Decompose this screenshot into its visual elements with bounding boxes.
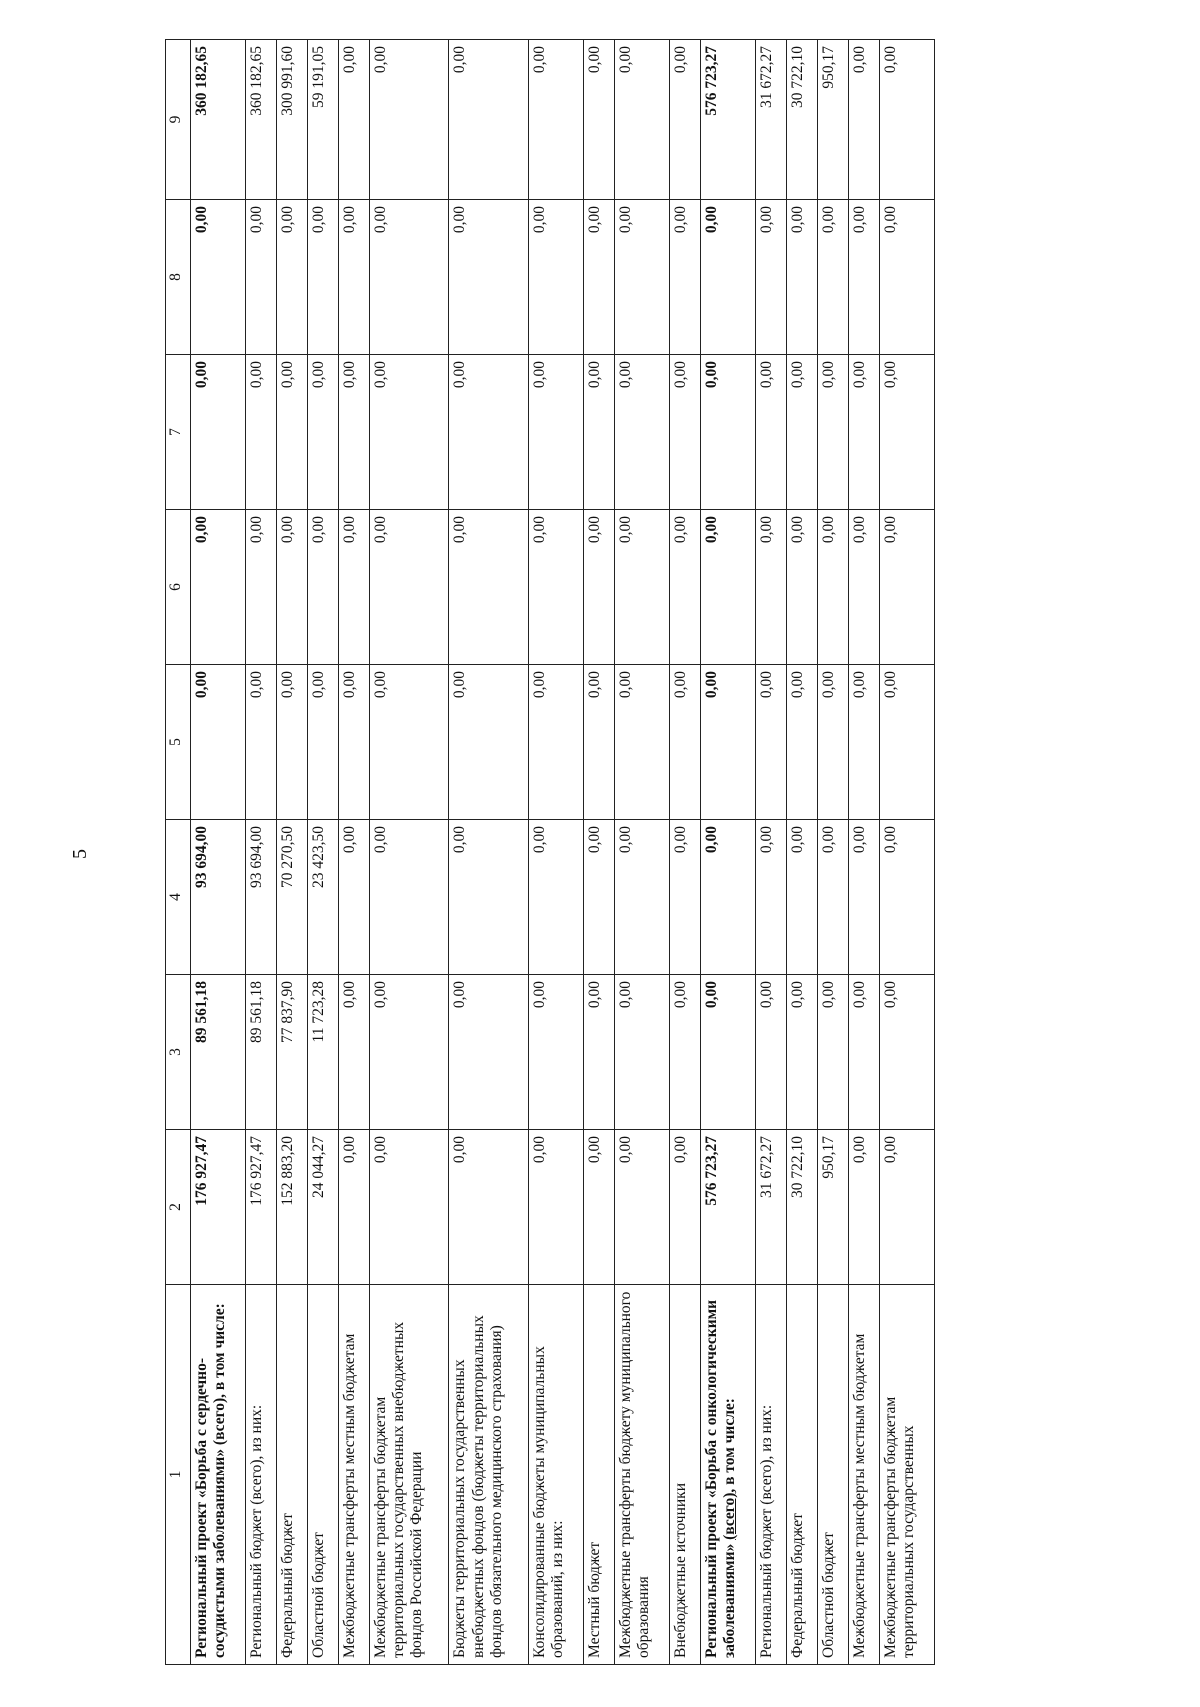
value-cell: 0,00 (369, 975, 448, 1130)
value-cell: 0,00 (369, 40, 448, 200)
table-row (308, 40, 339, 1665)
value-cell: 0,00 (614, 1130, 669, 1285)
value-cell: 70 270,50 (277, 820, 308, 975)
value-cell: 0,00 (700, 665, 755, 820)
value-cell: 176 927,47 (246, 1130, 277, 1285)
value-cell: 0,00 (246, 355, 277, 510)
value-cell: 77 837,90 (277, 975, 308, 1130)
value-cell: 31 672,27 (756, 1130, 787, 1285)
value-cell: 11 723,28 (308, 975, 339, 1130)
value-cell: 30 722,10 (787, 40, 818, 200)
value-cell: 360 182,65 (246, 40, 277, 200)
row-label (308, 1285, 339, 1665)
value-cell: 0,00 (528, 200, 583, 355)
value-cell: 0,00 (369, 665, 448, 820)
row-label (614, 1285, 669, 1665)
row-label (848, 1285, 879, 1665)
value-cell: 0,00 (787, 510, 818, 665)
value-cell: 950,17 (817, 40, 848, 200)
value-cell: 93 694,00 (191, 820, 246, 975)
row-label (787, 1285, 818, 1665)
value-cell: 0,00 (848, 40, 879, 200)
value-cell: 0,00 (787, 200, 818, 355)
table-row (670, 40, 701, 1665)
value-cell: 0,00 (614, 975, 669, 1130)
value-cell: 0,00 (449, 40, 528, 200)
row-label (246, 1285, 277, 1665)
row-label-text: Региональный проект «Борьба с сердечно-сосудистыми заболеваниями» (всего), в том числе: (193, 1303, 229, 1658)
row-label-text: (всего) (721, 1492, 739, 1540)
row-label (756, 1285, 787, 1665)
row-label-text: Федеральный бюджет (789, 1513, 806, 1658)
value-cell: 0,00 (246, 200, 277, 355)
value-cell: 0,00 (449, 1130, 528, 1285)
value-cell: 23 423,50 (308, 820, 339, 975)
value-cell: 0,00 (528, 665, 583, 820)
row-label (338, 1285, 369, 1665)
value-cell: 0,00 (277, 200, 308, 355)
value-cell: 0,00 (700, 975, 755, 1130)
row-label (449, 1285, 528, 1665)
value-cell: 0,00 (817, 510, 848, 665)
value-cell: 0,00 (817, 200, 848, 355)
value-cell: 31 672,27 (756, 40, 787, 200)
value-cell: 0,00 (583, 510, 614, 665)
value-cell: 0,00 (756, 665, 787, 820)
value-cell: 0,00 (756, 975, 787, 1130)
rotated-page-content (165, 40, 935, 1665)
row-label-text: Региональный бюджет (всего), из них: (248, 1404, 266, 1658)
value-cell: 0,00 (369, 510, 448, 665)
value-cell: 0,00 (879, 355, 934, 510)
value-cell: 0,00 (583, 975, 614, 1130)
column-header: 1 (166, 1285, 191, 1665)
row-label (700, 1285, 755, 1665)
table-row (817, 40, 848, 1665)
value-cell: 0,00 (191, 355, 246, 510)
value-cell: 360 182,65 (191, 40, 246, 200)
column-header: 5 (166, 665, 191, 820)
value-cell: 0,00 (879, 820, 934, 975)
value-cell: 0,00 (670, 510, 701, 665)
value-cell: 950,17 (817, 1130, 848, 1285)
value-cell: 0,00 (449, 510, 528, 665)
table-row (583, 40, 614, 1665)
value-cell: 0,00 (879, 1130, 934, 1285)
value-cell: 0,00 (338, 1130, 369, 1285)
row-label (277, 1285, 308, 1665)
table-body (191, 40, 935, 1665)
value-cell: 0,00 (338, 40, 369, 200)
value-cell: 0,00 (700, 510, 755, 665)
value-cell: 0,00 (670, 665, 701, 820)
row-label (191, 1285, 246, 1665)
value-cell: 0,00 (528, 355, 583, 510)
value-cell: 0,00 (614, 200, 669, 355)
header-row (166, 40, 191, 1665)
value-cell: 0,00 (338, 665, 369, 820)
value-cell: 0,00 (583, 665, 614, 820)
value-cell: 300 991,60 (277, 40, 308, 200)
table-row (879, 40, 934, 1665)
table-row (756, 40, 787, 1665)
value-cell: 0,00 (848, 510, 879, 665)
value-cell: 0,00 (338, 510, 369, 665)
value-cell: 0,00 (277, 665, 308, 820)
row-label (817, 1285, 848, 1665)
value-cell: 0,00 (787, 355, 818, 510)
table-row (191, 40, 246, 1665)
value-cell: 0,00 (308, 665, 339, 820)
value-cell: 0,00 (670, 1130, 701, 1285)
table-row (700, 40, 755, 1665)
row-label (583, 1285, 614, 1665)
row-label (369, 1285, 448, 1665)
column-header: 7 (166, 355, 191, 510)
value-cell: 152 883,20 (277, 1130, 308, 1285)
value-cell: 0,00 (191, 665, 246, 820)
value-cell: 576 723,27 (700, 1130, 755, 1285)
value-cell: 0,00 (338, 355, 369, 510)
row-label (670, 1285, 701, 1665)
value-cell: 0,00 (369, 355, 448, 510)
value-cell: 0,00 (756, 200, 787, 355)
value-cell: 0,00 (817, 355, 848, 510)
table-row (528, 40, 583, 1665)
value-cell: 0,00 (670, 40, 701, 200)
table-row (369, 40, 448, 1665)
row-label-text: , в том числе: (721, 1398, 739, 1493)
value-cell: 0,00 (338, 200, 369, 355)
value-cell: 0,00 (528, 975, 583, 1130)
value-cell: 0,00 (449, 200, 528, 355)
value-cell: 0,00 (848, 975, 879, 1130)
budget-table (165, 39, 935, 1665)
value-cell: 0,00 (277, 510, 308, 665)
row-label-text: Межбюджетные трансферты местным бюджетам (850, 1333, 868, 1658)
value-cell: 0,00 (583, 1130, 614, 1285)
column-header: 3 (166, 975, 191, 1130)
value-cell: 0,00 (817, 665, 848, 820)
value-cell: 0,00 (848, 200, 879, 355)
value-cell: 0,00 (700, 355, 755, 510)
value-cell: 0,00 (369, 1130, 448, 1285)
value-cell: 0,00 (338, 820, 369, 975)
value-cell: 0,00 (449, 820, 528, 975)
row-label-text: Бюджеты территориальных государственных внебюджетных фондов (бюджеты территориальных фондов обязательного медицинского страхования) (451, 1315, 505, 1658)
value-cell: 0,00 (670, 820, 701, 975)
value-cell: 0,00 (879, 975, 934, 1130)
value-cell: 0,00 (787, 820, 818, 975)
value-cell: 0,00 (449, 975, 528, 1130)
row-label-text: Межбюджетные трансферты бюджетам территориальных государственных (881, 1396, 917, 1658)
value-cell: 0,00 (670, 200, 701, 355)
value-cell: 576 723,27 (700, 40, 755, 200)
column-header: 4 (166, 820, 191, 975)
value-cell: 0,00 (308, 355, 339, 510)
table-row (614, 40, 669, 1665)
value-cell: 0,00 (848, 1130, 879, 1285)
row-label (528, 1285, 583, 1665)
value-cell: 30 722,10 (787, 1130, 818, 1285)
value-cell: 0,00 (670, 975, 701, 1130)
value-cell: 0,00 (817, 820, 848, 975)
table-row (449, 40, 528, 1665)
row-label-text: Областной бюджет (310, 1532, 327, 1658)
value-cell: 0,00 (879, 510, 934, 665)
column-header: 9 (166, 40, 191, 200)
value-cell: 0,00 (614, 40, 669, 200)
table-row (338, 40, 369, 1665)
value-cell: 24 044,27 (308, 1130, 339, 1285)
value-cell: 0,00 (583, 355, 614, 510)
value-cell: 0,00 (787, 665, 818, 820)
value-cell: 0,00 (308, 510, 339, 665)
value-cell: 0,00 (308, 200, 339, 355)
value-cell: 59 191,05 (308, 40, 339, 200)
value-cell: 0,00 (700, 820, 755, 975)
value-cell: 0,00 (338, 975, 369, 1130)
value-cell: 0,00 (817, 975, 848, 1130)
value-cell: 89 561,18 (191, 975, 246, 1130)
value-cell: 0,00 (756, 355, 787, 510)
value-cell: 0,00 (528, 510, 583, 665)
value-cell: 0,00 (191, 200, 246, 355)
row-label (879, 1285, 934, 1665)
row-label-text: Межбюджетные трансферты бюджетам территориальных государственных внебюджетных фондов Российской Федерации (371, 1321, 426, 1658)
page-number: 5 (69, 849, 91, 859)
value-cell: 0,00 (449, 665, 528, 820)
value-cell: 0,00 (277, 355, 308, 510)
table-row (277, 40, 308, 1665)
value-cell: 0,00 (614, 665, 669, 820)
row-label-text: Областной бюджет (819, 1532, 837, 1658)
value-cell: 0,00 (583, 40, 614, 200)
value-cell: 0,00 (700, 200, 755, 355)
value-cell: 0,00 (787, 975, 818, 1130)
row-label-text: Межбюджетные трансферты бюджету муниципального образования (616, 1291, 653, 1658)
value-cell: 0,00 (246, 665, 277, 820)
value-cell: 0,00 (246, 510, 277, 665)
value-cell: 0,00 (848, 820, 879, 975)
value-cell: 93 694,00 (246, 820, 277, 975)
value-cell: 0,00 (879, 200, 934, 355)
value-cell: 0,00 (614, 355, 669, 510)
row-label-text: Региональный проект «Борьба с онкологическими заболеваниями» (702, 1299, 739, 1658)
value-cell: 0,00 (848, 665, 879, 820)
column-header: 6 (166, 510, 191, 665)
table-row (787, 40, 818, 1665)
value-cell: 0,00 (756, 510, 787, 665)
value-cell: 0,00 (756, 820, 787, 975)
row-label-text: Межбюджетные трансферты местным бюджетам (340, 1333, 358, 1658)
value-cell: 0,00 (583, 200, 614, 355)
value-cell: 0,00 (670, 355, 701, 510)
value-cell: 0,00 (369, 200, 448, 355)
row-label-text: Консолидированные бюджеты муниципальных образований, из них: (530, 1346, 566, 1658)
value-cell: 0,00 (528, 1130, 583, 1285)
value-cell: 0,00 (528, 40, 583, 200)
value-cell: 0,00 (191, 510, 246, 665)
value-cell: 89 561,18 (246, 975, 277, 1130)
column-header: 8 (166, 200, 191, 355)
value-cell: 0,00 (879, 40, 934, 200)
value-cell: 176 927,47 (191, 1130, 246, 1285)
value-cell: 0,00 (369, 820, 448, 975)
value-cell: 0,00 (528, 820, 583, 975)
row-label-text: Региональный бюджет (всего), из них: (758, 1404, 776, 1658)
value-cell: 0,00 (614, 820, 669, 975)
value-cell: 0,00 (848, 355, 879, 510)
value-cell: 0,00 (614, 510, 669, 665)
row-label-text: Внебюджетные источники (672, 1482, 689, 1658)
value-cell: 0,00 (879, 665, 934, 820)
row-label-text: Местный бюджет (585, 1541, 603, 1658)
table-row (246, 40, 277, 1665)
table-row (848, 40, 879, 1665)
value-cell: 0,00 (583, 820, 614, 975)
column-header: 2 (166, 1130, 191, 1285)
row-label-text: Федеральный бюджет (279, 1513, 297, 1658)
value-cell: 0,00 (449, 355, 528, 510)
